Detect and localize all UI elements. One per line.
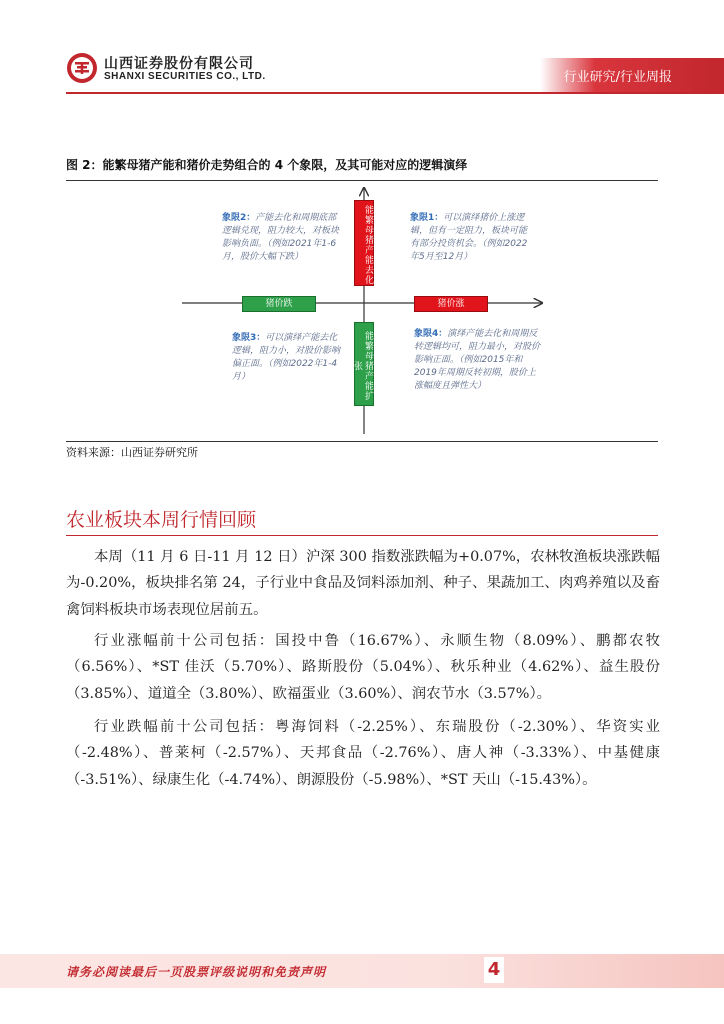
company-name-en: SHANXI SECURITIES CO., LTD.	[104, 71, 266, 82]
quadrant-diagram	[66, 182, 658, 440]
quadrant-2-text	[222, 212, 342, 264]
quadrant-3-label: 象限3：	[232, 333, 266, 343]
quadrant-1-text	[410, 212, 528, 264]
quadrant-4-label: 象限4：	[414, 329, 448, 339]
page-number: 4	[484, 957, 504, 983]
figure-top-rule	[66, 180, 658, 181]
footer-disclaimer: 请务必阅读最后一页股票评级说明和免责声明	[66, 965, 327, 979]
quadrant-4-body: 演绎产能去化和周期反转逻辑均可，阻力最小，对股价影响正面。（例如2015年和2019年周期反转初期，股价上涨幅度且弹性大）	[414, 329, 541, 391]
quadrant-1-label: 象限1：	[410, 213, 444, 223]
paragraph-top-losers: 行业跌幅前十公司包括：粤海饲料（-2.25%）、东瑞股份（-2.30%）、华资实业（-2.48%）、普莱柯（-2.57%）、天邦食品（-2.76%）、唐人神（-3.33%）、中基健康（-3.51%）、绿康生化（-4.74%）、朗源股份（-5.98%）、*ST 天山（-15.43%）。	[66, 719, 660, 788]
company-name-cn: 山西证券股份有限公司	[104, 56, 254, 72]
report-category: 行业研究/行业周报	[563, 70, 672, 85]
capacity-expansion-box: 能繁母猪产能扩张	[354, 322, 374, 406]
figure-bottom-rule	[66, 441, 658, 442]
header-divider	[66, 92, 724, 94]
company-logo	[66, 52, 98, 84]
quadrant-2-body: 产能去化和周期底部逻辑兑现，阻力较大，对板块影响负面。（例如2021年1-6月，股价大幅下跌）	[222, 213, 340, 262]
figure-source: 资料来源：山西证券研究所	[66, 446, 198, 459]
quadrant-4-text	[414, 328, 540, 393]
price-fall-box: 猪价跌	[242, 296, 316, 312]
quadrant-3-text	[232, 332, 340, 384]
quadrant-1-body: 可以演绎猪价上涨逻辑，但有一定阻力，板块可能有部分投资机会。（例如2022年5月至12月）	[410, 213, 528, 262]
price-rise-box: 猪价涨	[414, 296, 488, 312]
section-divider	[66, 535, 658, 536]
paragraph-market-summary: 本周（11 月 6 日-11 月 12 日）沪深 300 指数涨跌幅为+0.07%，农林牧渔板块涨跌幅为-0.20%，板块排名第 24，子行业中食品及饲料添加剂、种子、果蔬加工、肉鸡养殖以及畜禽饲料板块市场表现位居前五。	[66, 549, 660, 618]
figure-caption: 图 2：能繁母猪产能和猪价走势组合的 4 个象限，及其可能对应的逻辑演绎	[66, 158, 468, 172]
section-title: 农业板块本周行情回顾	[66, 509, 257, 531]
paragraph-top-gainers: 行业涨幅前十公司包括：国投中鲁（16.67%）、永顺生物（8.09%）、鹏都农牧（6.56%）、*ST 佳沃（5.70%）、路斯股份（5.04%）、秋乐种业（4.62%）、益生股份（3.85%）、道道全（3.80%）、欧福蛋业（3.60%）、润农节水（3.57%）。	[66, 633, 660, 702]
capacity-reduction-box: 能繁母猪产能去化	[354, 200, 374, 286]
quadrant-2-label: 象限2：	[222, 213, 256, 223]
quadrant-3-body: 可以演绎产能去化逻辑，阻力小，对股价影响偏正面。（例如2022年1-4月）	[232, 333, 341, 382]
